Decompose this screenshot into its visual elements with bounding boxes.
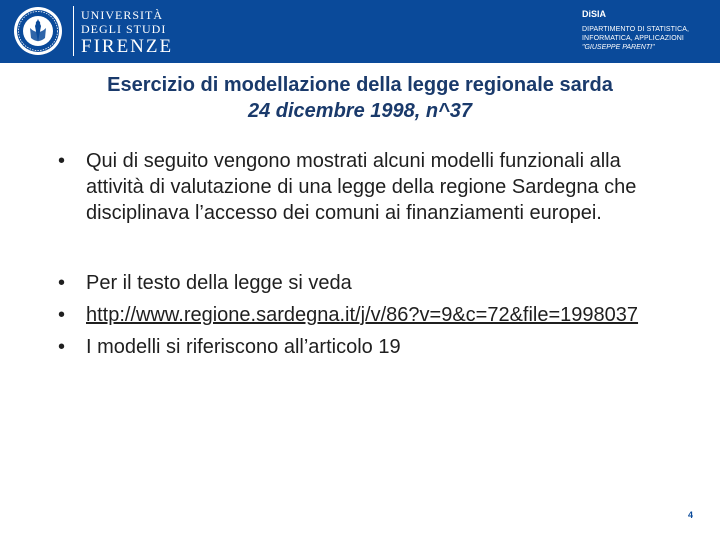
bullet-text: Per il testo della legge si veda [86, 272, 352, 294]
bullet-item [58, 270, 668, 296]
bullet-item [58, 302, 668, 328]
department-name-line-1: DIPARTIMENTO DI STATISTICA, [582, 26, 690, 33]
page-number: 4 [688, 510, 694, 520]
bullet-marker: • [58, 272, 66, 294]
department-name-line-2: INFORMATICA, APPLICAZIONI [582, 35, 684, 42]
university-line-2: DEGLI STUDI [81, 22, 167, 36]
department-abbr: DiSIA [582, 9, 607, 19]
department-name-line-3: "GIUSEPPE PARENTI" [582, 44, 655, 51]
university-line-1: UNIVERSITÀ [81, 8, 163, 22]
law-text-link[interactable]: http://www.regione.sardegna.it/j/v/86?v=9&c=72&file=1998037 [86, 304, 639, 326]
university-line-3: FIRENZE [81, 36, 174, 57]
bullet-marker: • [58, 304, 66, 326]
title-line-2: 24 dicembre 1998, n^37 [247, 100, 473, 122]
title-line-1: Esercizio di modellazione della legge regionale sarda [107, 74, 613, 96]
slide-title [40, 72, 680, 124]
bullet-text: I modelli si riferiscono all’articolo 19 [86, 336, 401, 358]
bullet-marker: • [58, 150, 66, 172]
university-wordmark [81, 9, 173, 56]
bullet-item [58, 334, 668, 360]
logo-divider [73, 6, 74, 56]
bullet-item [58, 148, 668, 226]
bullet-marker: • [58, 336, 66, 358]
bullet-list [58, 148, 668, 360]
header-band [0, 0, 720, 63]
university-seal-icon [13, 6, 63, 56]
bullet-text: Qui di seguito vengono mostrati alcuni modelli funzionali alla attività di valutazione di una legge della regione Sardegna che disciplinava l’accesso dei comuni ai finanziamenti europei. [86, 150, 637, 224]
department-block [582, 9, 717, 52]
